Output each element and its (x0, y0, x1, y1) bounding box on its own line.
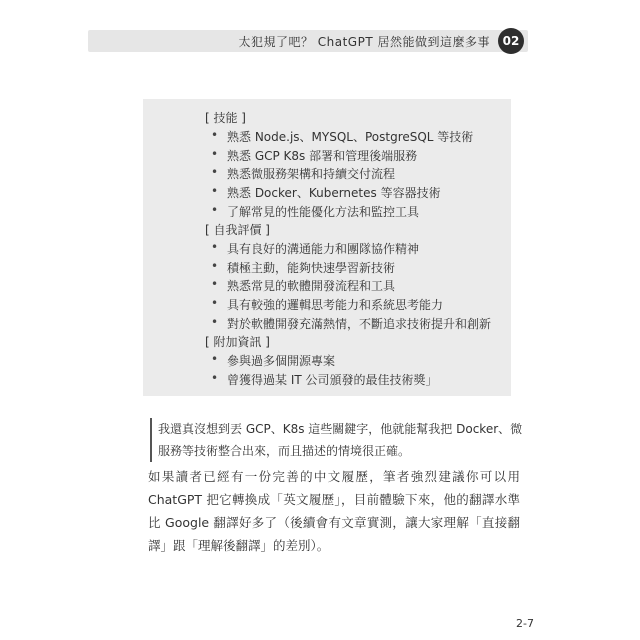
skill-item: • 了解常見的性能優化方法和監控工具 (227, 203, 419, 220)
self-evaluation-item: • 具有較強的邏輯思考能力和系統思考能力 (227, 296, 443, 313)
self-evaluation-item: • 熟悉常見的軟體開發流程和工具 (227, 277, 395, 294)
skill-item: • 熟悉微服務架構和持續交付流程 (227, 165, 395, 182)
page-header (88, 30, 528, 52)
self-evaluation-item: • 具有良好的溝通能力和團隊協作精神 (227, 240, 419, 257)
skill-item: • 熟悉 Node.js、MYSQL、PostgreSQL 等技術 (227, 128, 473, 145)
skills-heading: [ 技能 ] (205, 111, 246, 125)
additional-info-item: • 曾獲得過某 IT 公司頒發的最佳技術獎」 (227, 371, 438, 388)
self-evaluation-item: • 對於軟體開發充滿熱情，不斷追求技術提升和創新 (227, 315, 491, 332)
self-evaluation-heading: [ 自我評價 ] (205, 223, 270, 237)
page-number: 2-7 (516, 617, 534, 630)
chapter-title: 太犯規了吧？ ChatGPT 居然能做到這麼多事 (238, 35, 490, 49)
body-paragraph: 如果讀者已經有一份完善的中文履歷，筆者強烈建議你可以用 ChatGPT 把它轉換成「英文履歷」，目前體驗下來，他的翻譯水準比 Google 翻譯好多了（後續會有文章實測，讓大家理解「直接翻譯」跟「理解後翻譯」的差別）。 (148, 469, 520, 553)
author-remark-quote: 我還真沒想到丟 GCP、K8s 這些關鍵字，他就能幫我把 Docker、微服務等技術整合出來，而且描述的情境很正確。 (150, 418, 528, 462)
additional-info-item: • 參與過多個開源專案 (227, 352, 335, 369)
chapter-number-badge: 02 (498, 28, 524, 54)
skill-item: • 熟悉 Docker、Kubernetes 等容器技術 (227, 184, 441, 201)
skill-item: • 熟悉 GCP K8s 部署和管理後端服務 (227, 147, 417, 164)
self-evaluation-item: • 積極主動，能夠快速學習新技術 (227, 259, 395, 276)
additional-info-heading: [ 附加資訊 ] (205, 335, 270, 349)
resume-output-box (143, 99, 511, 396)
